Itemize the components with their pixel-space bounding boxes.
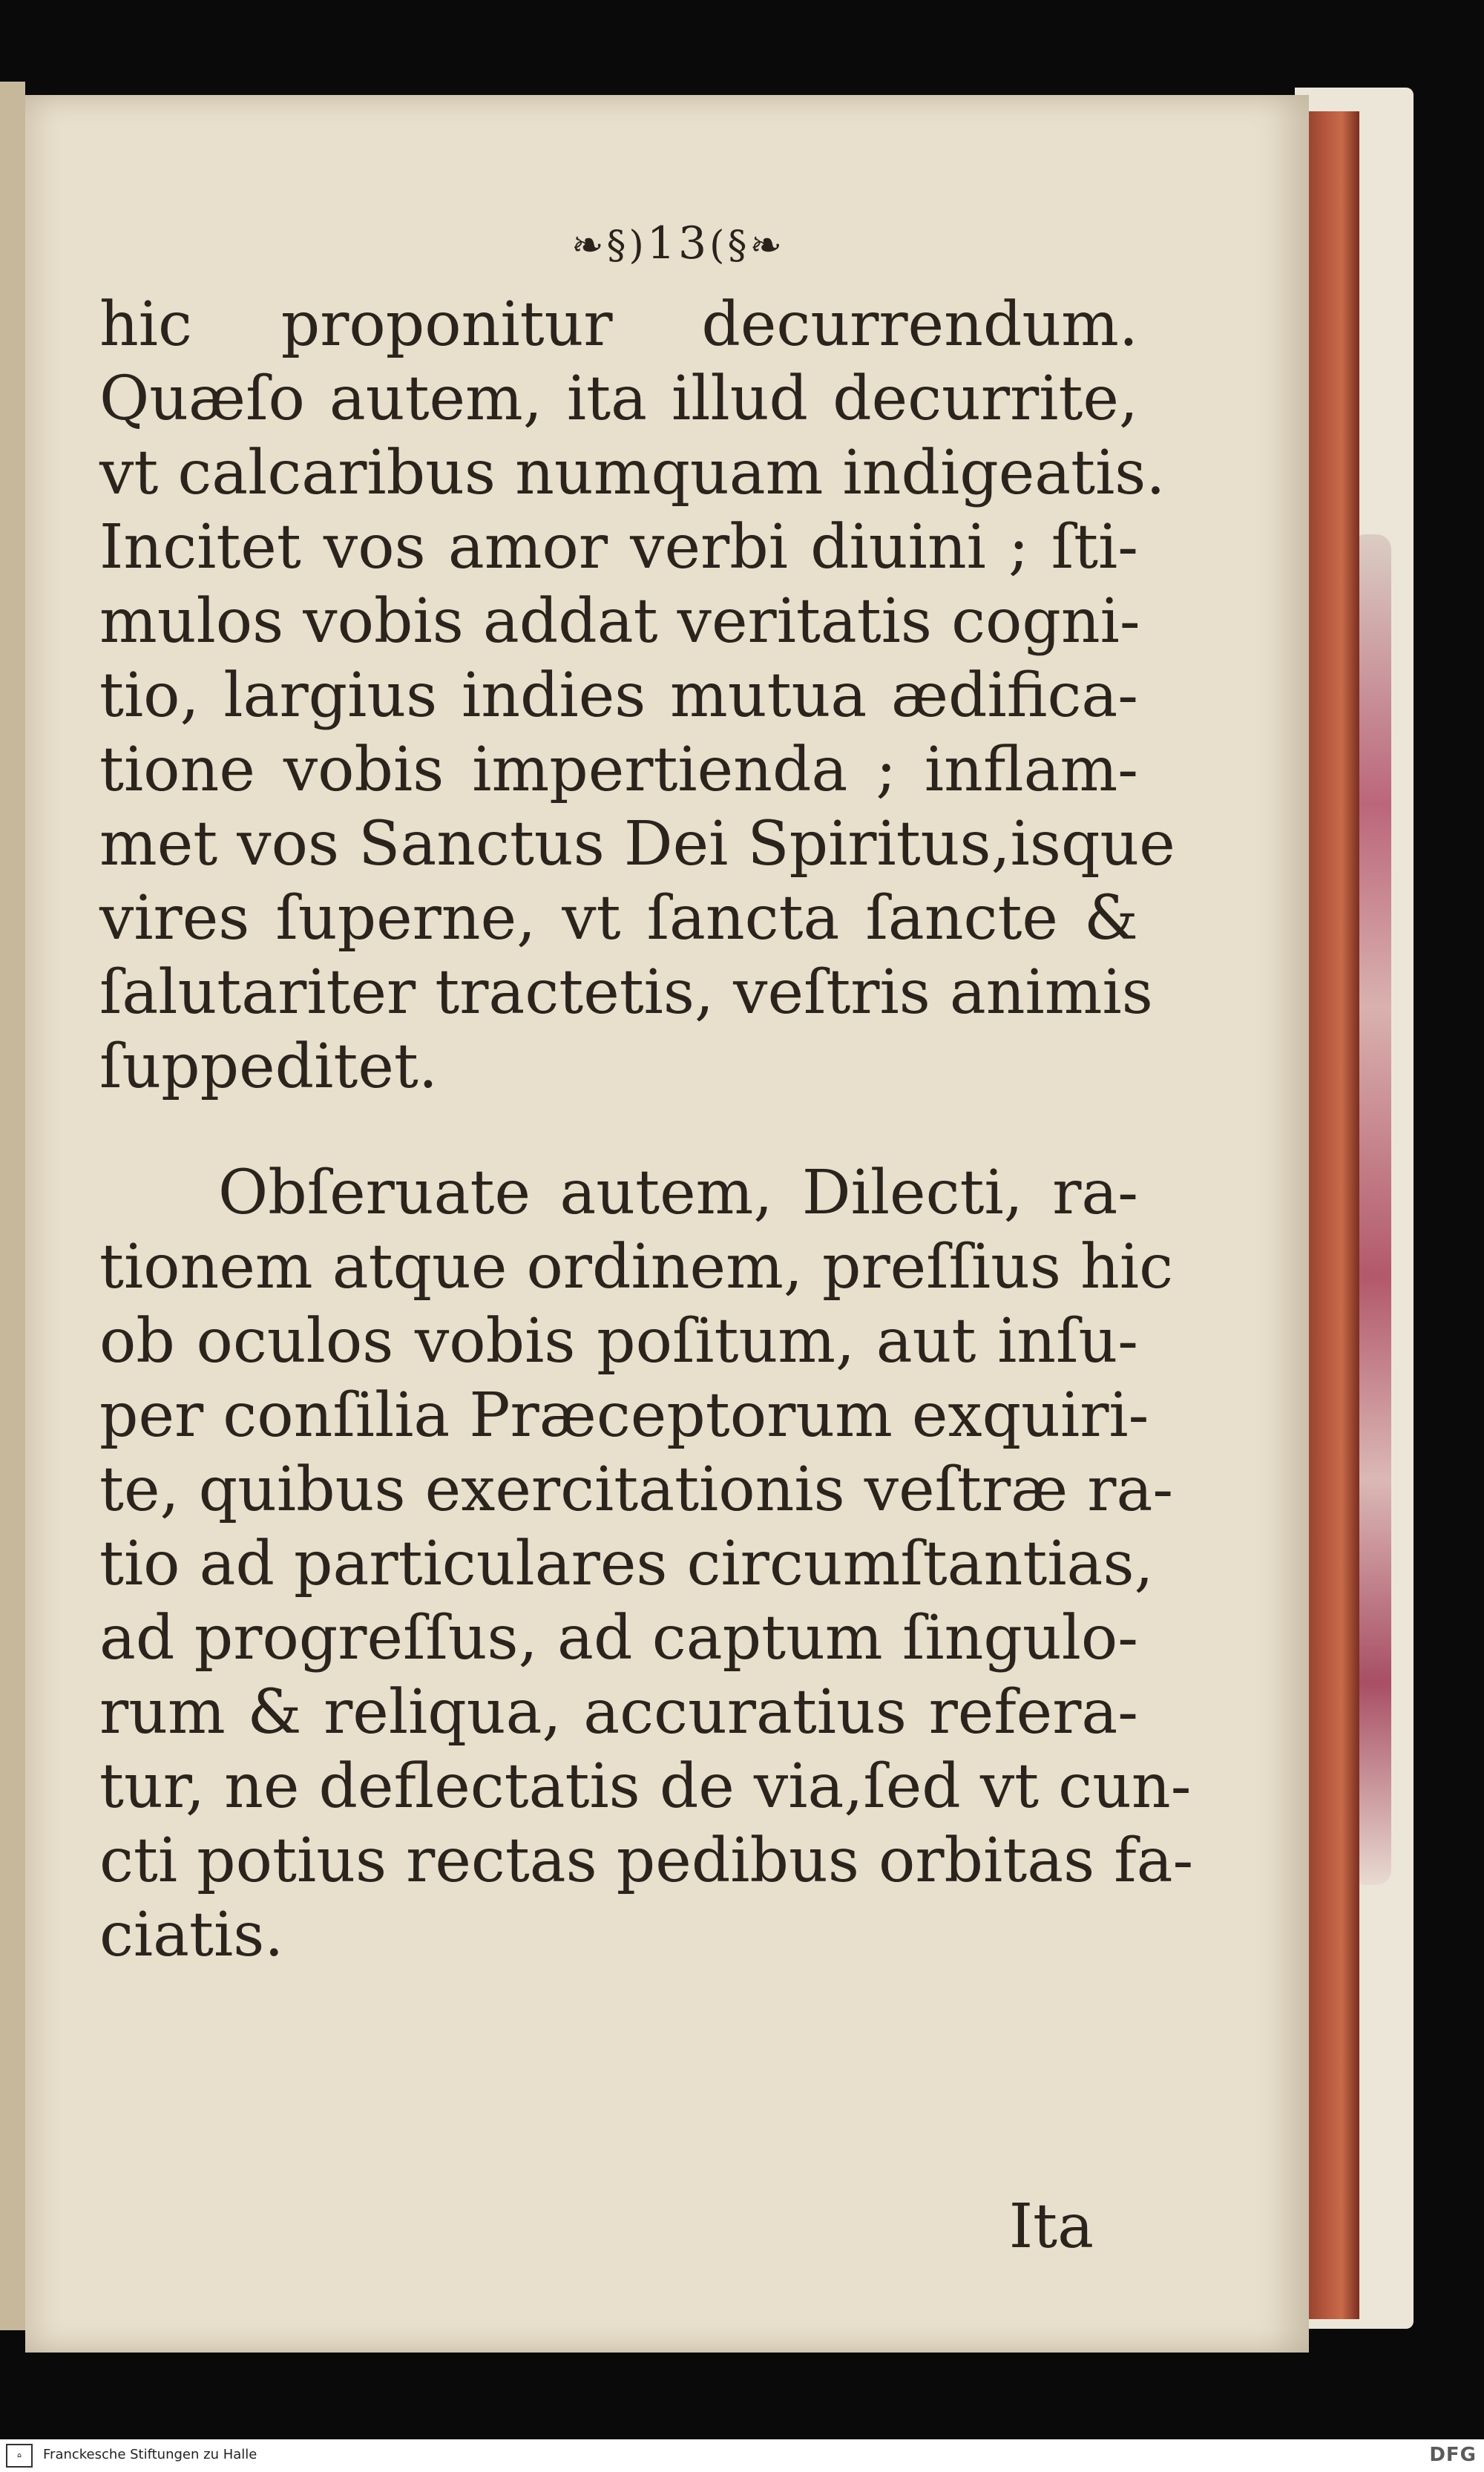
text-line: te, quibus exercitationis veſtræ ra- (99, 1455, 1174, 1525)
body-text (99, 288, 1194, 1973)
page-edge-red (1300, 111, 1359, 2319)
book-page (25, 95, 1309, 2353)
page-number: 13 (646, 217, 710, 269)
text-line: met vos Sanctus Dei Spiritus,isque (99, 809, 1175, 879)
text-line: Quæſo autem, ita illud decurrite, (99, 364, 1138, 434)
text-line: tio ad particulares circumſtantias, (99, 1529, 1154, 1599)
institution-name: Franckesche Stiftungen zu Halle (43, 2447, 257, 2462)
text-line: ciatis. (99, 1900, 284, 1970)
left-board-edge (0, 82, 25, 2330)
viewer-footer (0, 2439, 1484, 2472)
catchword: Ita (1008, 2191, 1094, 2262)
text-line: vt calcaribus numquam indigeatis. (99, 438, 1166, 508)
text-line: Obſeruate autem, Dilecti, ra- (218, 1158, 1138, 1228)
text-line: rum & reliqua, accuratius refera- (99, 1677, 1138, 1748)
ornament-left: ❧§) (571, 223, 647, 268)
text-line: vires ſuperne, vt ſancta ſancte & (99, 883, 1138, 954)
paragraph-gap (99, 1104, 1138, 1156)
text-line: cti potius rectas pedibus orbitas fa- (99, 1826, 1194, 1896)
text-line: tionem atque ordinem, preſſius hic (99, 1232, 1174, 1302)
institution-logo-icon: ⌂ (6, 2444, 33, 2468)
text-line: Incitet vos amor verbi diuini ; ſti- (99, 512, 1138, 583)
text-line: hic proponitur decurrendum. (99, 289, 1138, 360)
page-header (25, 217, 1309, 269)
text-line: ſuppeditet. (99, 1032, 438, 1102)
text-line: mulos vobis addat veritatis cogni- (99, 586, 1140, 657)
text-line: per conſilia Præceptorum exquiri- (99, 1380, 1149, 1451)
dfg-logo: DFG (1429, 2444, 1477, 2466)
ornament-right: (§❧ (709, 223, 786, 268)
text-line: ob oculos vobis poſitum, aut inſu- (99, 1306, 1138, 1377)
text-line: tio, largius indies mutua ædifica- (99, 660, 1138, 731)
text-line: ad progreſſus, ad captum ſingulo- (99, 1603, 1138, 1673)
text-line: tione vobis impertienda ; inflam- (99, 735, 1138, 805)
text-line: tur, ne deflectatis de via,ſed vt cun- (99, 1751, 1192, 1822)
text-line: ſalutariter tractetis, veſtris animis (99, 957, 1153, 1028)
